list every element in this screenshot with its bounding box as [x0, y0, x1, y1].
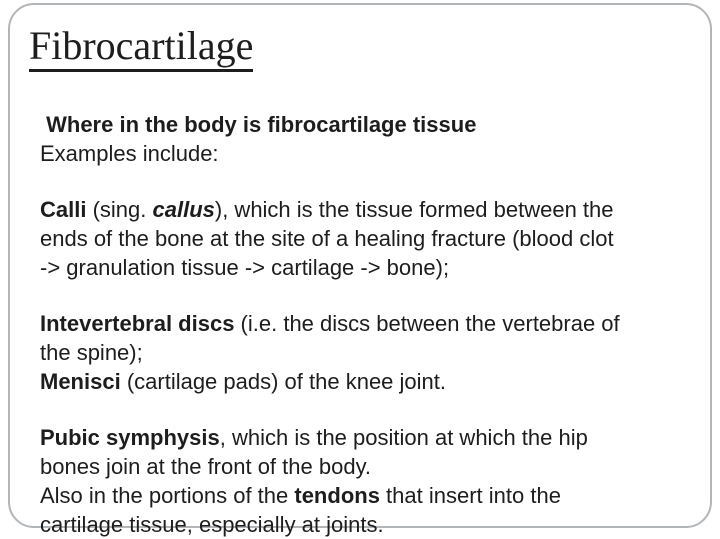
text-line [40, 309, 700, 338]
text-segment: Calli [40, 197, 87, 222]
text-segment: cartilage tissue, especially at joints. [40, 512, 384, 537]
text-line [40, 367, 700, 396]
text-segment: Examples include: [40, 141, 219, 166]
text-line [40, 423, 700, 452]
text-segment: the spine); [40, 340, 143, 365]
text-line [40, 338, 700, 367]
slide-title [29, 24, 253, 72]
body-paragraph [40, 309, 700, 396]
text-line [40, 110, 700, 139]
text-segment: ), which is the tissue formed between the [214, 197, 614, 222]
text-line [40, 452, 700, 481]
text-segment: that insert into the [379, 483, 561, 508]
text-segment: callus [152, 197, 215, 222]
text-segment: (sing. [86, 197, 153, 222]
text-segment: Intevertebral discs [40, 311, 235, 336]
text-segment: (i.e. the discs between the vertebrae of [234, 311, 620, 336]
text-segment: Also in the portions of the [40, 483, 295, 508]
text-segment: bones join at the front of the body. [40, 454, 372, 479]
text-segment: Pubic symphysis [40, 425, 220, 450]
text-line [40, 481, 700, 510]
text-segment: ends of the bone at the site of a healing fracture (blood clot [40, 226, 614, 251]
text-segment: Where in the body is fibrocartilage tissue [40, 112, 477, 137]
body-paragraph [40, 195, 700, 282]
text-segment: Menisci [40, 369, 121, 394]
text-segment: , which is the position at which the hip [219, 425, 588, 450]
text-segment: (cartilage pads) of the knee joint. [120, 369, 446, 394]
text-line [40, 253, 700, 282]
text-line [40, 139, 700, 168]
body-paragraph [40, 423, 700, 539]
text-segment: -> granulation tissue -> cartilage -> bone); [40, 255, 450, 280]
text-line [40, 510, 700, 539]
text-segment: tendons [294, 483, 380, 508]
text-line [40, 224, 700, 253]
slide-title-text: Fibrocartilage [29, 24, 253, 72]
text-line [40, 195, 700, 224]
body-paragraph [40, 110, 700, 168]
slide-body [40, 110, 700, 539]
